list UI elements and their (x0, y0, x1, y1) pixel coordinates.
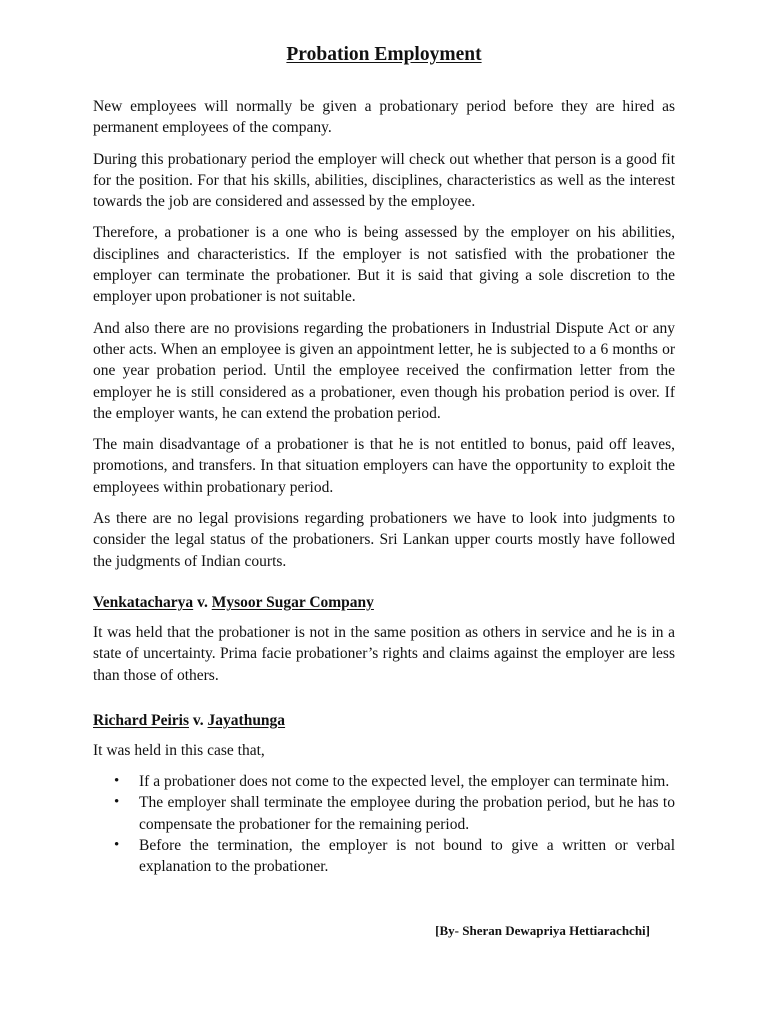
bullet-icon: • (114, 773, 120, 790)
page-title: Probation Employment (286, 44, 482, 65)
list-item-text: If a probationer does not come to the expected level, the employer can terminate him. (139, 773, 670, 791)
holding-list (93, 771, 675, 877)
paragraph-2: During this probationary period the employer will check out whether that person is a good fit for the position. For that his skills, abilities, disciplines, characteristics as well as the interest towards the job are considered and assessed by the employee. (93, 150, 675, 211)
case-party-2: Jayathunga (207, 711, 286, 729)
case-party-2: Mysoor Sugar Company (211, 593, 374, 611)
case-1-holding: It was held that the probationer is not in the same position as others in service and he is in a state of uncertainty. Prima facie probationer’s rights and claims against the employer are less than those of others. (93, 623, 675, 684)
paragraph-1: New employees will normally be given a probationary period before they are hired as permanent employees of the company. (93, 98, 675, 137)
list-item (114, 771, 675, 792)
list-item-text: Before the termination, the employer is not bound to give a written or verbal explanation to the probationer. (139, 837, 675, 876)
case-versus: v. (189, 711, 208, 729)
case-versus: v. (193, 593, 212, 611)
paragraph-4: And also there are no provisions regarding the probationers in Industrial Dispute Act or any other acts. When an employee is given an appointment letter, he is subjected to a 6 months or one year probation period. Until the employee received the confirmation letter from the employer he is still considered as a probationer, even though his probation period is over. If the employer wants, he can extend the probation period. (93, 319, 675, 422)
list-item (114, 792, 675, 835)
case-party-1: Venkatacharya (93, 593, 194, 611)
list-item (114, 835, 675, 878)
case-party-1: Richard Peiris (93, 711, 189, 729)
case-2-intro: It was held in this case that, (93, 741, 265, 759)
paragraph-3: Therefore, a probationer is a one who is being assessed by the employer on his abilities, disciplines and characteristics. If the employer is not satisfied with the probationer the employer can terminate the probationer. But it is said that giving a sole discretion to the employer upon probationer is not suitable. (93, 224, 675, 306)
bullet-icon: • (114, 794, 120, 811)
paragraph-6: As there are no legal provisions regarding probationers we have to look into judgments to consider the legal status of the probationers. Sri Lankan upper courts mostly have followed the judgments of Indian courts. (93, 510, 675, 570)
paragraph-5: The main disadvantage of a probationer is that he is not entitled to bonus, paid off leaves, promotions, and transfers. In that situation employers can have the opportunity to exploit the employees within probationary period. (93, 436, 675, 496)
list-item-text: The employer shall terminate the employee during the probation period, but he has to compensate the probationer for the remaining period. (139, 794, 675, 833)
case-heading-venkatacharya (93, 592, 675, 613)
case-heading-richard-peiris (93, 710, 675, 731)
author-byline: [By- Sheran Dewapriya Hettiarachchi] (435, 923, 650, 938)
bullet-icon: • (114, 837, 120, 854)
